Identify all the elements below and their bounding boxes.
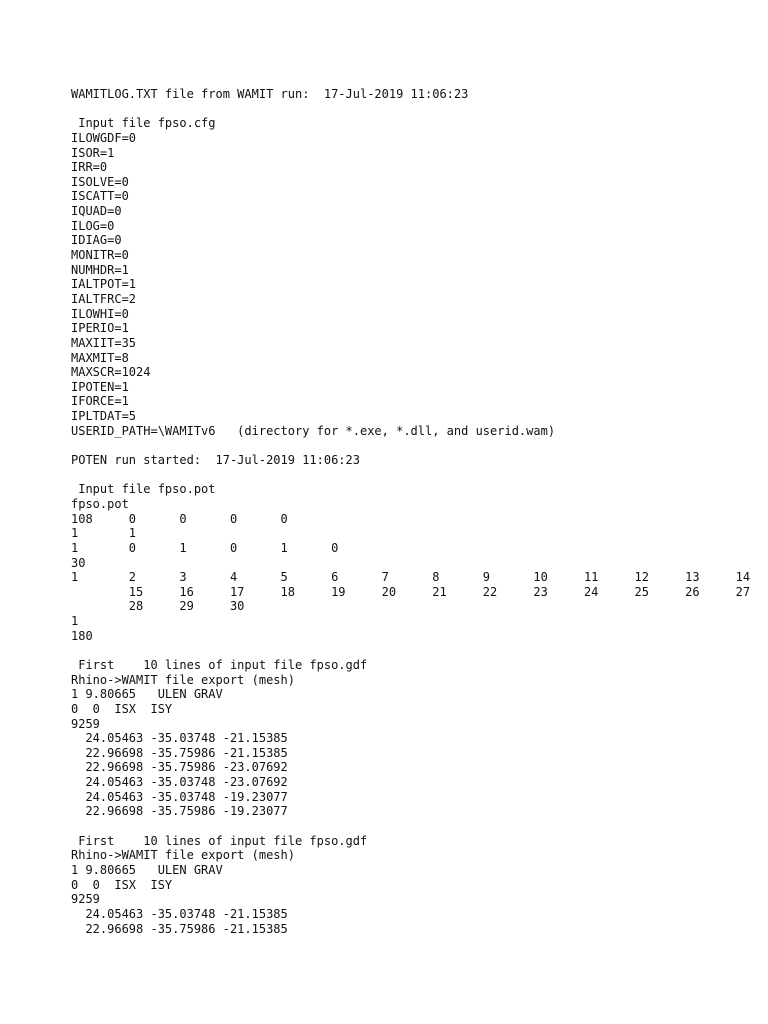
log-line: ISCATT=0 <box>71 189 129 204</box>
log-line: 24.05463 -35.03748 -23.07692 <box>71 775 288 790</box>
log-line: 22.96698 -35.75986 -21.15385 <box>71 921 288 936</box>
log-line: Rhino->WAMIT file export (mesh) <box>71 848 295 863</box>
log-line: Input file fpso.cfg <box>71 116 216 131</box>
log-line: First 10 lines of input file fpso.gdf <box>71 833 368 848</box>
log-line: ILOG=0 <box>71 218 115 233</box>
log-line: Input file fpso.pot <box>71 482 216 497</box>
log-line: IPLTDAT=5 <box>71 409 137 424</box>
log-line: 1 1 <box>71 526 137 541</box>
log-line: IFORCE=1 <box>71 394 129 409</box>
log-line: MONITR=0 <box>71 248 129 263</box>
log-line <box>71 438 751 453</box>
log-line: Rhino->WAMIT file export (mesh) <box>71 672 295 687</box>
log-line: 180 <box>71 628 93 643</box>
log-line <box>71 819 751 834</box>
log-line: 22.96698 -35.75986 -21.15385 <box>71 745 288 760</box>
log-line: IPOTEN=1 <box>71 379 129 394</box>
log-line: ILOWHI=0 <box>71 306 129 321</box>
log-line: First 10 lines of input file fpso.gdf <box>71 657 368 672</box>
log-line: IQUAD=0 <box>71 204 122 219</box>
log-line: 24.05463 -35.03748 -19.23077 <box>71 789 288 804</box>
log-line: 15 16 17 18 19 20 21 22 23 24 25 26 27 <box>71 584 751 599</box>
log-line: USERID_PATH=\WAMITv6 (directory for *.exe, *.dll, and userid.wam) <box>71 423 556 438</box>
log-line: IALTFRC=2 <box>71 291 137 306</box>
log-line: IPERIO=1 <box>71 321 129 336</box>
log-line: POTEN run started: 17-Jul-2019 11:06:23 <box>71 453 360 468</box>
log-line: 0 0 ISX ISY <box>71 877 173 892</box>
log-line: 22.96698 -35.75986 -19.23077 <box>71 804 288 819</box>
log-line: MAXSCR=1024 <box>71 365 151 380</box>
log-line: ISOLVE=0 <box>71 174 129 189</box>
log-line: 24.05463 -35.03748 -21.15385 <box>71 731 288 746</box>
log-line: WAMITLOG.TXT file from WAMIT run: 17-Jul-2019 11:06:23 <box>71 87 469 101</box>
log-line: 28 29 30 <box>71 599 245 614</box>
log-line: 1 9.80665 ULEN GRAV <box>71 687 223 702</box>
log-line: 9259 <box>71 892 100 907</box>
log-line: fpso.pot <box>71 496 129 511</box>
log-line: 22.96698 -35.75986 -23.07692 <box>71 760 288 775</box>
log-line: 24.05463 -35.03748 -21.15385 <box>71 906 288 921</box>
log-line: 0 0 ISX ISY <box>71 701 173 716</box>
log-line: IRR=0 <box>71 160 108 175</box>
log-line: 1 9.80665 ULEN GRAV <box>71 862 223 877</box>
log-line: 30 <box>71 555 86 570</box>
log-line <box>71 643 751 658</box>
log-line: 108 0 0 0 0 <box>71 511 288 526</box>
log-line: IALTPOT=1 <box>71 277 137 292</box>
log-line: NUMHDR=1 <box>71 262 129 277</box>
log-line: MAXMIT=8 <box>71 350 129 365</box>
log-line: ILOWGDF=0 <box>71 130 137 145</box>
log-line: 9259 <box>71 716 100 731</box>
log-line: ISOR=1 <box>71 145 115 160</box>
log-line: 1 0 1 0 1 0 <box>71 540 339 555</box>
log-line: MAXIIT=35 <box>71 335 137 350</box>
log-line: IDIAG=0 <box>71 233 122 248</box>
log-line: 1 2 3 4 5 6 7 8 9 10 11 12 13 14 <box>71 570 751 585</box>
log-document <box>71 87 751 936</box>
log-line <box>71 468 751 483</box>
log-line: 1 <box>71 614 79 629</box>
log-line <box>71 102 751 117</box>
